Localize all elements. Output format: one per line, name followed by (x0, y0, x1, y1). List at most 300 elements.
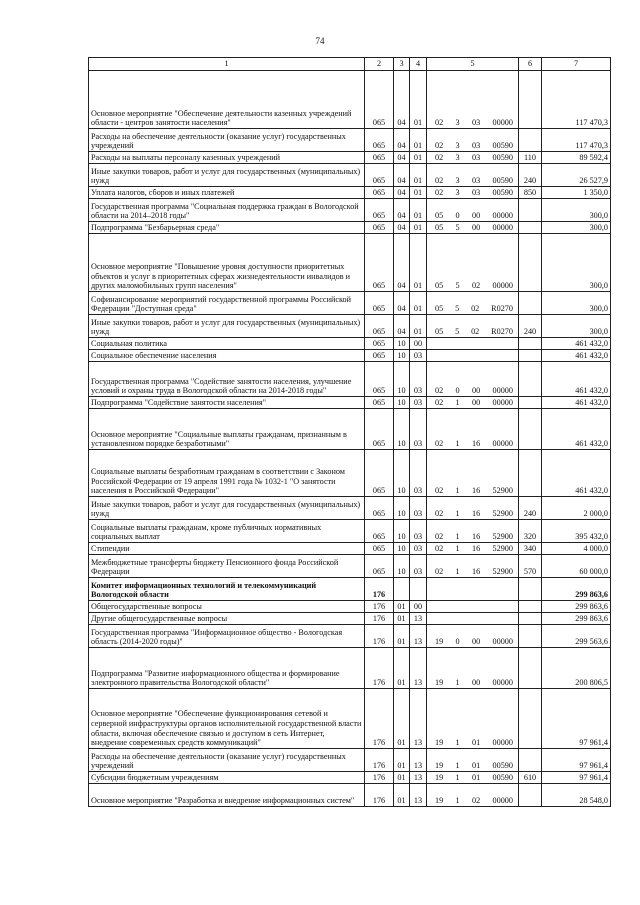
row-admin-code: 065 (365, 338, 394, 350)
target-program: 02 (435, 386, 444, 396)
table-row (89, 749, 611, 772)
target-direction: 00000 (492, 637, 513, 647)
target-program: 02 (435, 567, 444, 577)
header-col-6: 6 (519, 58, 542, 71)
target-event: 03 (471, 176, 481, 186)
row-admin-code: 176 (365, 689, 394, 749)
target-program: 02 (435, 141, 444, 151)
row-amount: 1 350,0 (542, 187, 611, 199)
row-subsection-code: 01 (410, 187, 427, 199)
row-target-code (427, 152, 519, 164)
row-name: Государственная программа "Содействие занятости населения, улучшение условий и охраны труда в Вологодской области на 2014-2018 годы" (89, 362, 365, 397)
row-section-code: 01 (394, 648, 410, 689)
row-amount: 300,0 (542, 199, 611, 222)
target-direction: 00590 (492, 188, 513, 198)
target-event: 01 (471, 761, 481, 771)
table-row (89, 164, 611, 187)
row-section-code: 04 (394, 71, 410, 129)
row-amount: 461 432,0 (542, 409, 611, 450)
row-expense-type (519, 222, 542, 234)
target-subprogram: 1 (455, 544, 460, 554)
row-expense-type: 340 (519, 543, 542, 555)
target-direction: 52900 (492, 532, 513, 542)
row-admin-code: 065 (365, 450, 394, 497)
row-admin-code: 176 (365, 648, 394, 689)
target-subprogram: 5 (455, 281, 460, 291)
row-name: Социальные выплаты гражданам, кроме публичных нормативных социальных выплат (89, 520, 365, 543)
row-expense-type (519, 625, 542, 648)
table-row (89, 152, 611, 164)
row-subsection-code: 01 (410, 199, 427, 222)
row-section-code: 01 (394, 625, 410, 648)
row-target-code (427, 772, 519, 784)
target-direction: 00000 (492, 281, 513, 291)
row-expense-type (519, 362, 542, 397)
row-name: Расходы на выплаты персоналу казенных учреждений (89, 152, 365, 164)
row-target-code (427, 450, 519, 497)
target-subprogram: 1 (455, 398, 460, 408)
table-row (89, 409, 611, 450)
row-subsection-code: 13 (410, 772, 427, 784)
target-program: 19 (435, 773, 444, 783)
row-admin-code: 176 (365, 625, 394, 648)
target-program: 02 (435, 118, 444, 128)
target-subprogram: 3 (455, 141, 460, 151)
row-target-code (427, 497, 519, 520)
row-expense-type: 570 (519, 555, 542, 578)
row-name: Социальная политика (89, 338, 365, 350)
target-event: 01 (471, 773, 481, 783)
row-amount: 117 470,3 (542, 129, 611, 152)
row-subsection-code: 03 (410, 520, 427, 543)
target-event: 16 (471, 532, 481, 542)
row-target-code (427, 784, 519, 807)
row-expense-type (519, 601, 542, 613)
row-subsection-code: 13 (410, 689, 427, 749)
row-target-code (427, 71, 519, 129)
row-name: Софинансирование мероприятий государственной программы Российской Федерации "Доступная среда" (89, 292, 365, 315)
target-subprogram: 1 (455, 567, 460, 577)
target-subprogram: 1 (455, 486, 460, 496)
table-row (89, 71, 611, 129)
row-expense-type (519, 350, 542, 362)
row-admin-code: 065 (365, 234, 394, 292)
target-direction: 52900 (492, 544, 513, 554)
row-amount: 395 432,0 (542, 520, 611, 543)
target-event: 02 (471, 327, 480, 337)
target-subprogram: 5 (455, 223, 460, 233)
target-event: 00 (471, 386, 481, 396)
row-name: Основное мероприятие "Повышение уровня доступности приоритетных объектов и услуг в приоритетных сферах жизнедеятельности инвалидов и других маломобильных групп населения" (89, 234, 365, 292)
row-section-code: 04 (394, 164, 410, 187)
target-direction: 00590 (492, 761, 513, 771)
row-expense-type (519, 409, 542, 450)
row-expense-type (519, 450, 542, 497)
row-expense-type: 320 (519, 520, 542, 543)
row-expense-type (519, 338, 542, 350)
row-name: Основное мероприятие "Обеспечение функционирования сетевой и серверной инфраструктуры органов исполнительной государственной власти области, включая обеспечение связью и доступом в сеть Интернет, внедрение современных средств коммуникаций" (89, 689, 365, 749)
target-direction: 00590 (492, 176, 513, 186)
row-admin-code: 065 (365, 555, 394, 578)
row-amount: 461 432,0 (542, 397, 611, 409)
table-row (89, 555, 611, 578)
row-expense-type (519, 784, 542, 807)
row-expense-type (519, 234, 542, 292)
row-target-code (427, 578, 519, 601)
target-subprogram: 1 (455, 532, 460, 542)
target-event: 00 (471, 223, 481, 233)
table-row (89, 292, 611, 315)
row-target-code (427, 648, 519, 689)
target-event: 00 (471, 398, 481, 408)
target-event: 03 (471, 118, 481, 128)
row-name: Подпрограмма "Безбарьерная среда" (89, 222, 365, 234)
target-subprogram: 0 (455, 637, 460, 647)
row-subsection-code: 13 (410, 749, 427, 772)
table-row (89, 601, 611, 613)
row-section-code: 10 (394, 497, 410, 520)
table-row (89, 689, 611, 749)
row-amount: 300,0 (542, 292, 611, 315)
row-target-code (427, 555, 519, 578)
row-amount: 300,0 (542, 222, 611, 234)
target-program: 19 (435, 796, 444, 806)
row-section-code: 10 (394, 450, 410, 497)
row-name: Иные закупки товаров, работ и услуг для государственных (муниципальных) нужд (89, 315, 365, 338)
row-name: Основное мероприятие "Обеспечение деятельности казенных учреждений области - центров занятости населения" (89, 71, 365, 129)
target-program: 02 (435, 176, 444, 186)
target-program: 02 (435, 509, 444, 519)
row-subsection-code: 03 (410, 409, 427, 450)
target-subprogram: 5 (455, 327, 460, 337)
row-name: Расходы на обеспечение деятельности (оказание услуг) государственных учреждений (89, 749, 365, 772)
row-expense-type (519, 71, 542, 129)
table-row (89, 625, 611, 648)
row-amount: 200 806,5 (542, 648, 611, 689)
row-target-code (427, 520, 519, 543)
target-program: 05 (435, 327, 444, 337)
target-subprogram: 1 (455, 439, 460, 449)
row-name: Иные закупки товаров, работ и услуг для государственных (муниципальных) нужд (89, 164, 365, 187)
row-admin-code: 065 (365, 292, 394, 315)
target-direction: 00590 (492, 141, 513, 151)
target-program: 19 (435, 738, 444, 748)
row-section-code: 04 (394, 292, 410, 315)
row-subsection-code: 01 (410, 71, 427, 129)
target-direction: 00590 (492, 773, 513, 783)
table-body (89, 71, 611, 807)
target-subprogram: 0 (455, 211, 460, 221)
table-row (89, 129, 611, 152)
row-amount: 28 548,0 (542, 784, 611, 807)
row-section-code: 04 (394, 129, 410, 152)
row-subsection-code: 01 (410, 222, 427, 234)
row-subsection-code: 01 (410, 129, 427, 152)
row-section-code: 10 (394, 543, 410, 555)
table-row (89, 772, 611, 784)
row-section-code: 10 (394, 362, 410, 397)
row-name: Межбюджетные трансферты бюджету Пенсионного фонда Российской Федерации (89, 555, 365, 578)
target-direction: 00000 (492, 211, 513, 221)
row-section-code: 01 (394, 613, 410, 625)
table-row (89, 578, 611, 601)
row-amount: 461 432,0 (542, 338, 611, 350)
target-program: 05 (435, 223, 444, 233)
row-name: Подпрограмма "Развитие информационного общества и формирование электронного правительства Вологодской области" (89, 648, 365, 689)
target-event: 00 (471, 678, 481, 688)
row-admin-code: 176 (365, 772, 394, 784)
row-target-code (427, 338, 519, 350)
table-row (89, 784, 611, 807)
target-direction: 00000 (492, 118, 513, 128)
row-section-code: 04 (394, 234, 410, 292)
table-row (89, 199, 611, 222)
row-section-code: 04 (394, 187, 410, 199)
row-target-code (427, 543, 519, 555)
row-name: Стипендии (89, 543, 365, 555)
row-section-code: 10 (394, 338, 410, 350)
row-admin-code: 065 (365, 397, 394, 409)
row-section-code: 01 (394, 749, 410, 772)
table-row (89, 497, 611, 520)
row-admin-code: 176 (365, 613, 394, 625)
row-expense-type (519, 578, 542, 601)
target-direction: 00000 (492, 738, 513, 748)
row-name: Субсидии бюджетным учреждениям (89, 772, 365, 784)
row-subsection-code: 13 (410, 784, 427, 807)
target-program: 19 (435, 678, 444, 688)
row-name: Другие общегосударственные вопросы (89, 613, 365, 625)
target-subprogram: 3 (455, 176, 460, 186)
row-expense-type (519, 613, 542, 625)
table-row (89, 648, 611, 689)
target-direction: 00000 (492, 678, 513, 688)
row-subsection-code: 01 (410, 164, 427, 187)
row-subsection-code: 03 (410, 362, 427, 397)
row-expense-type (519, 199, 542, 222)
row-subsection-code: 01 (410, 234, 427, 292)
row-section-code: 10 (394, 409, 410, 450)
row-name: Иные закупки товаров, работ и услуг для государственных (муниципальных) нужд (89, 497, 365, 520)
row-amount: 461 432,0 (542, 362, 611, 397)
row-amount: 461 432,0 (542, 450, 611, 497)
header-col-1: 1 (89, 58, 365, 71)
target-event: 00 (471, 211, 481, 221)
target-program: 05 (435, 304, 444, 314)
target-direction: 00000 (492, 796, 513, 806)
table-row (89, 315, 611, 338)
target-event: 02 (471, 304, 480, 314)
row-target-code (427, 222, 519, 234)
row-subsection-code: 03 (410, 497, 427, 520)
table-row (89, 187, 611, 199)
target-direction: 52900 (492, 509, 513, 519)
target-subprogram: 3 (455, 188, 460, 198)
row-target-code (427, 315, 519, 338)
target-subprogram: 5 (455, 304, 460, 314)
row-subsection-code: 00 (410, 338, 427, 350)
row-subsection-code: 01 (410, 292, 427, 315)
target-event: 00 (471, 637, 481, 647)
table-row (89, 450, 611, 497)
row-admin-code: 065 (365, 71, 394, 129)
row-subsection-code: 00 (410, 601, 427, 613)
table-row (89, 222, 611, 234)
row-name: Общегосударственные вопросы (89, 601, 365, 613)
row-admin-code: 065 (365, 152, 394, 164)
row-amount: 299 563,6 (542, 625, 611, 648)
target-subprogram: 3 (455, 153, 460, 163)
target-event: 16 (471, 567, 481, 577)
row-admin-code: 065 (365, 164, 394, 187)
row-amount: 300,0 (542, 315, 611, 338)
row-amount: 117 470,3 (542, 71, 611, 129)
header-col-4: 4 (410, 58, 427, 71)
row-amount: 60 000,0 (542, 555, 611, 578)
row-admin-code: 065 (365, 199, 394, 222)
row-admin-code: 065 (365, 129, 394, 152)
row-admin-code: 065 (365, 222, 394, 234)
row-name: Социальное обеспечение населения (89, 350, 365, 362)
header-col-5: 5 (427, 58, 519, 71)
table-row (89, 234, 611, 292)
row-name: Комитет информационных технологий и телекоммуникаций Вологодской области (89, 578, 365, 601)
header-row (89, 58, 611, 71)
row-section-code: 04 (394, 315, 410, 338)
row-amount: 97 961,4 (542, 689, 611, 749)
header-col-7: 7 (542, 58, 611, 71)
target-direction: 52900 (492, 486, 513, 496)
row-expense-type: 110 (519, 152, 542, 164)
row-expense-type (519, 292, 542, 315)
row-subsection-code: 13 (410, 613, 427, 625)
target-direction: 00000 (492, 223, 513, 233)
target-program: 05 (435, 281, 444, 291)
row-subsection-code: 01 (410, 152, 427, 164)
row-expense-type: 240 (519, 497, 542, 520)
row-expense-type (519, 397, 542, 409)
row-name: Государственная программа "Информационное общество - Вологодская область (2014-2020 годы)" (89, 625, 365, 648)
row-amount: 2 000,0 (542, 497, 611, 520)
target-event: 03 (471, 141, 481, 151)
row-target-code (427, 397, 519, 409)
row-subsection-code: 03 (410, 555, 427, 578)
target-event: 01 (471, 738, 481, 748)
target-event: 02 (471, 281, 481, 291)
row-amount: 26 527,9 (542, 164, 611, 187)
target-direction: R0270 (491, 304, 513, 314)
row-amount: 4 000,0 (542, 543, 611, 555)
row-expense-type: 610 (519, 772, 542, 784)
row-expense-type: 850 (519, 187, 542, 199)
target-event: 02 (471, 796, 481, 806)
row-admin-code: 065 (365, 497, 394, 520)
row-subsection-code: 03 (410, 450, 427, 497)
row-section-code: 10 (394, 397, 410, 409)
row-admin-code: 065 (365, 315, 394, 338)
row-amount: 299 863,6 (542, 601, 611, 613)
row-name: Подпрограмма "Содействие занятости населения" (89, 397, 365, 409)
row-target-code (427, 613, 519, 625)
target-direction: 52900 (492, 567, 513, 577)
target-program: 05 (435, 211, 444, 221)
row-target-code (427, 362, 519, 397)
table-row (89, 338, 611, 350)
row-section-code (394, 578, 410, 601)
target-program: 02 (435, 532, 444, 542)
row-name: Уплата налогов, сборов и иных платежей (89, 187, 365, 199)
target-direction: 00000 (492, 386, 513, 396)
row-amount: 299 863,6 (542, 578, 611, 601)
row-subsection-code: 01 (410, 315, 427, 338)
row-section-code: 01 (394, 784, 410, 807)
row-target-code (427, 749, 519, 772)
row-name: Основное мероприятие "Социальные выплаты гражданам, признанным в установленном порядке безработными" (89, 409, 365, 450)
row-target-code (427, 187, 519, 199)
row-admin-code: 065 (365, 187, 394, 199)
target-subprogram: 1 (455, 509, 460, 519)
row-subsection-code: 03 (410, 543, 427, 555)
row-admin-code: 065 (365, 543, 394, 555)
row-section-code: 10 (394, 520, 410, 543)
row-expense-type: 240 (519, 164, 542, 187)
target-direction: 00590 (492, 153, 513, 163)
target-subprogram: 0 (455, 386, 460, 396)
row-expense-type (519, 129, 542, 152)
table-row (89, 543, 611, 555)
row-target-code (427, 234, 519, 292)
row-section-code: 04 (394, 152, 410, 164)
row-target-code (427, 292, 519, 315)
row-section-code: 04 (394, 199, 410, 222)
row-amount: 89 592,4 (542, 152, 611, 164)
target-event: 03 (471, 188, 481, 198)
row-subsection-code (410, 578, 427, 601)
row-section-code: 10 (394, 350, 410, 362)
target-program: 02 (435, 439, 444, 449)
table-row (89, 362, 611, 397)
row-admin-code: 176 (365, 578, 394, 601)
row-subsection-code: 03 (410, 350, 427, 362)
table-row (89, 397, 611, 409)
row-amount: 300,0 (542, 234, 611, 292)
row-section-code: 04 (394, 222, 410, 234)
row-admin-code: 176 (365, 784, 394, 807)
row-name: Социальные выплаты безработным гражданам в соответствии с Законом Российской Федерации от 19 апреля 1991 года № 1032-1 "О занятости населения в Российской Федерации" (89, 450, 365, 497)
row-name: Основное мероприятие "Разработка и внедрение информационных систем" (89, 784, 365, 807)
row-section-code: 01 (394, 689, 410, 749)
table-row (89, 520, 611, 543)
row-target-code (427, 409, 519, 450)
row-target-code (427, 625, 519, 648)
row-target-code (427, 689, 519, 749)
row-amount: 97 961,4 (542, 749, 611, 772)
row-section-code: 01 (394, 601, 410, 613)
row-name: Государственная программа "Социальная поддержка граждан в Вологодской области на 2014–2018 годы" (89, 199, 365, 222)
row-expense-type (519, 648, 542, 689)
target-subprogram: 1 (455, 761, 460, 771)
row-admin-code: 065 (365, 350, 394, 362)
row-subsection-code: 03 (410, 397, 427, 409)
target-direction: 00000 (492, 439, 513, 449)
target-program: 02 (435, 398, 444, 408)
target-program: 19 (435, 761, 444, 771)
row-name: Расходы на обеспечение деятельности (оказание услуг) государственных учреждений (89, 129, 365, 152)
row-subsection-code: 13 (410, 648, 427, 689)
row-section-code: 01 (394, 772, 410, 784)
target-subprogram: 3 (455, 118, 460, 128)
row-section-code: 10 (394, 555, 410, 578)
